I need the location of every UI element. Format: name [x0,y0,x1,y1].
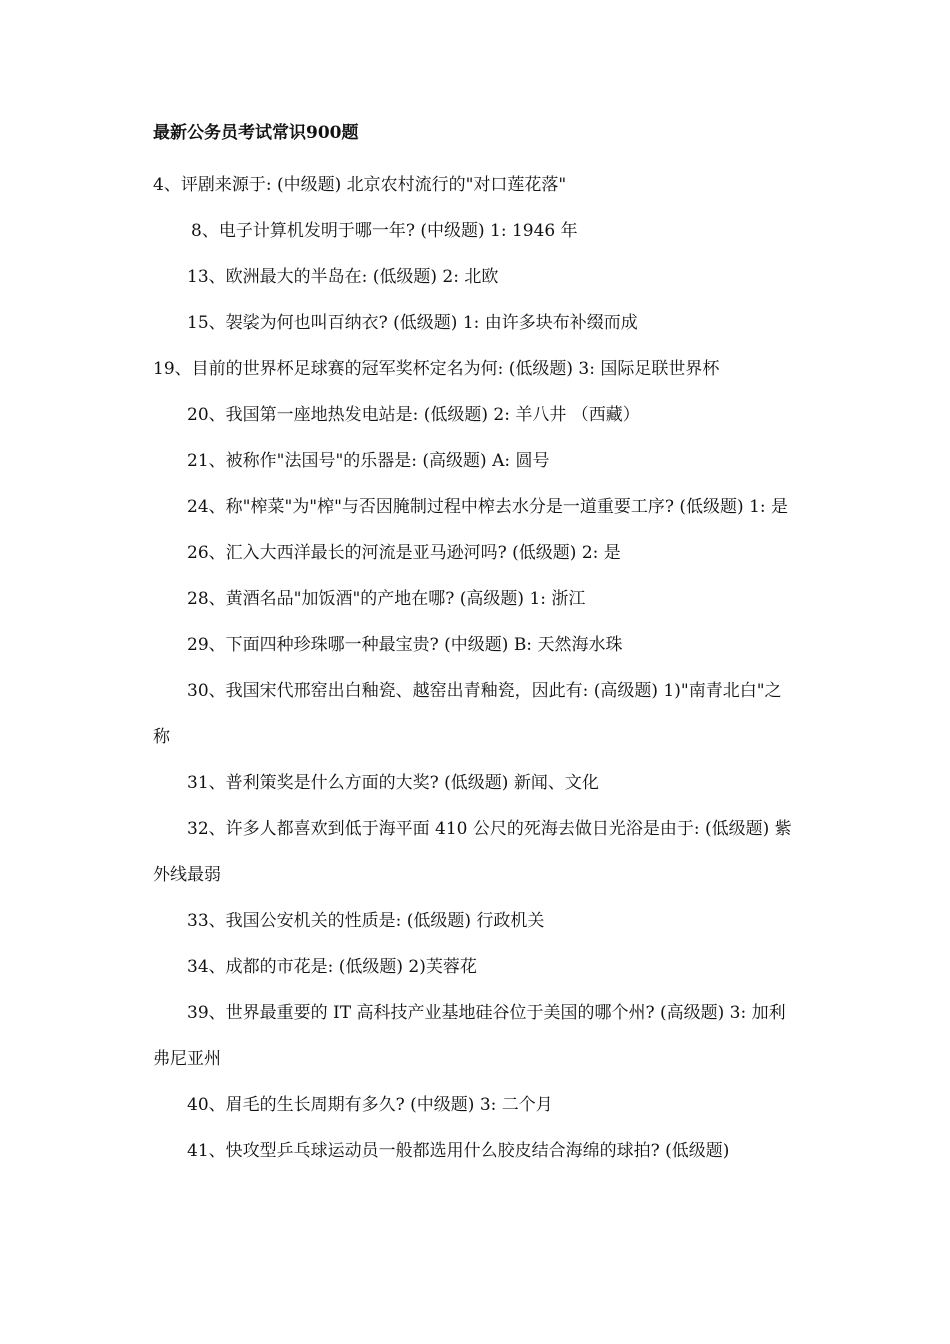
question-item: 32、许多人都喜欢到低于海平面 410 公尺的死海去做日光浴是由于: (低级题) 紫外线最弱 [153,819,792,885]
document-title: 最新公务员考试常识900题 [153,123,359,143]
question-item: 24、称"榨菜"为"榨"与否因腌制过程中榨去水分是一道重要工序? (低级题) 1: 是 [187,497,789,517]
question-item: 40、眉毛的生长周期有多久? (中级题) 3: 二个月 [187,1095,553,1115]
question-item: 33、我国公安机关的性质是: (低级题) 行政机关 [187,911,545,931]
question-item: 19、目前的世界杯足球赛的冠军奖杯定名为何: (低级题) 3: 国际足联世界杯 [153,359,720,379]
question-list [153,162,798,1174]
question-item: 26、汇入大西洋最长的河流是亚马逊河吗? (低级题) 2: 是 [187,543,621,563]
question-item: 41、快攻型乒乓球运动员一般都选用什么胶皮结合海绵的球拍? (低级题) [187,1141,730,1161]
question-item: 8、电子计算机发明于哪一年? (中级题) 1: 1946 年 [191,221,578,241]
question-item: 21、被称作"法国号"的乐器是: (高级题) A: 圆号 [187,451,550,471]
question-item: 20、我国第一座地热发电站是: (低级题) 2: 羊八井 （西藏） [187,405,640,425]
question-item: 30、我国宋代邢窑出白釉瓷、越窑出青釉瓷，因此有: (高级题) 1)"南青北白"之称 [153,681,782,747]
question-item: 39、世界最重要的 IT 高科技产业基地硅谷位于美国的哪个州? (高级题) 3: 加利弗尼亚州 [153,1003,786,1069]
question-item: 28、黄酒名品"加饭酒"的产地在哪? (高级题) 1: 浙江 [187,589,586,609]
question-item: 31、普利策奖是什么方面的大奖? (低级题) 新闻、文化 [187,773,599,793]
question-item: 4、评剧来源于: (中级题) 北京农村流行的"对口莲花落" [153,175,567,195]
question-item: 15、袈裟为何也叫百纳衣? (低级题) 1: 由许多块布补缀而成 [187,313,638,333]
question-item: 34、成都的市花是: (低级题) 2)芙蓉花 [187,957,477,977]
question-item: 13、欧洲最大的半岛在: (低级题) 2: 北欧 [187,267,499,287]
question-item: 29、下面四种珍珠哪一种最宝贵? (中级题) B: 天然海水珠 [187,635,623,655]
